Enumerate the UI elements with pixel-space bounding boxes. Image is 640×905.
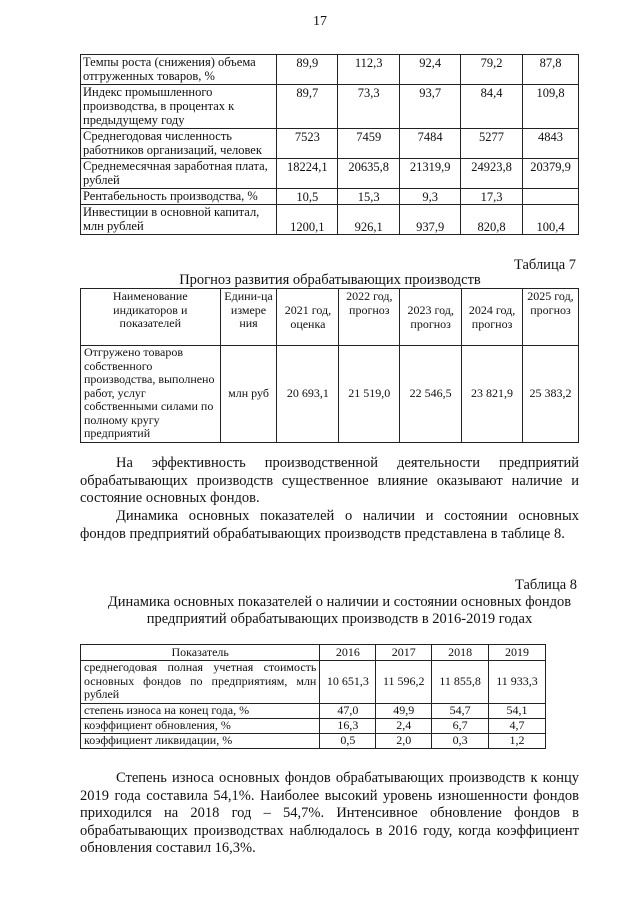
table-row [81,734,546,749]
cell-value: 18224,1 [277,159,338,189]
cell-value: 87,8 [523,55,579,85]
cell-value: 23 821,9 [462,346,523,443]
cell-value: 2,0 [376,734,432,749]
cell-value: 22 546,5 [400,346,462,443]
cell-value: 7484 [400,129,461,159]
table-row [81,205,579,235]
cell-value: 937,9 [400,205,461,235]
unit-cell: млн руб [220,346,277,443]
row-label: Среднемесячная заработная плата, рублей [81,159,277,189]
table-row [81,661,546,704]
cell-value: 84,4 [461,85,523,129]
cell-value: 0,5 [320,734,376,749]
cell-value [523,189,579,205]
cell-value: 47,0 [320,704,376,719]
row-label: среднегодовая полная учетная стоимость основных фондов по предприятиям, млн рублей [81,661,320,704]
cell-value: 1,2 [489,734,546,749]
cell-value: 89,9 [277,55,338,85]
column-header: 2019 [489,645,546,661]
column-header: 2016 [320,645,376,661]
column-header: 2023 год, прогноз [400,289,462,346]
row-label: степень износа на конец года, % [81,704,320,719]
cell-value: 926,1 [338,205,400,235]
column-header: Едини-ца измере ния [220,289,277,346]
cell-value: 73,3 [338,85,400,129]
table-row [81,719,546,734]
paragraph: На эффективность производственной деятельности предприятий обрабатывающих производств существенное влияние оказывают наличие и состояние основных фондов. [80,455,579,506]
cell-value: 0,3 [432,734,489,749]
paragraph: Динамика основных показателей о наличии и состоянии основных фондов предприятий обрабатывающих производств представлена в таблице 8. [80,508,579,542]
cell-value: 2,4 [376,719,432,734]
column-header: 2022 год, прогноз [339,289,400,346]
cell-value: 54,1 [489,704,546,719]
row-label: Среднегодовая численность работников организаций, человек [81,129,277,159]
table-header-row [81,289,579,346]
cell-value: 24923,8 [461,159,523,189]
cell-value: 17,3 [461,189,523,205]
column-header: 2017 [376,645,432,661]
column-header: 2024 год, прогноз [462,289,523,346]
table-row [81,704,546,719]
cell-value: 92,4 [400,55,461,85]
cell-value: 21 519,0 [339,346,400,443]
row-label: Отгружено товаров собственного производства, выполнено работ, услуг собственными силами по полному кругу предприятий [81,346,221,443]
row-label: коэффициент ликвидации, % [81,734,320,749]
cell-value: 10,5 [277,189,338,205]
cell-value: 54,7 [432,704,489,719]
row-label: Инвестиции в основной капитал, млн рублей [81,205,277,235]
table-8-title: Динамика основных показателей о наличии и состоянии основных фондов предприятий обрабатывающих производств в 2016-2019 годах [107,594,572,627]
table-row [81,346,579,443]
economic-indicators-table [80,54,579,235]
cell-value: 11 933,3 [489,661,546,704]
cell-value: 7459 [338,129,400,159]
cell-value: 11 855,8 [432,661,489,704]
cell-value: 9,3 [400,189,461,205]
page-number: 17 [313,14,327,29]
column-header: Наименование индикаторов и показателей [81,289,221,346]
cell-value: 5277 [461,129,523,159]
cell-value: 4843 [523,129,579,159]
table-row [81,129,579,159]
row-label: Индекс промышленного производства, в процентах к предыдущему году [81,85,277,129]
cell-value: 7523 [277,129,338,159]
cell-value: 25 383,2 [523,346,579,443]
column-header: 2021 год, оценка [277,289,339,346]
table-row [81,159,579,189]
production-forecast-table [80,288,579,443]
column-header: Показатель [81,645,320,661]
cell-value: 89,7 [277,85,338,129]
cell-value: 21319,9 [400,159,461,189]
cell-value: 20379,9 [523,159,579,189]
cell-value: 112,3 [338,55,400,85]
table-7-title: Прогноз развития обрабатывающих производств [179,272,481,288]
row-label: Рентабельность производства, % [81,189,277,205]
column-header: 2025 год, прогноз [523,289,579,346]
cell-value: 6,7 [432,719,489,734]
cell-value: 79,2 [461,55,523,85]
table-row [81,189,579,205]
cell-value: 4,7 [489,719,546,734]
table-row [81,85,579,129]
cell-value: 15,3 [338,189,400,205]
cell-value: 16,3 [320,719,376,734]
cell-value: 820,8 [461,205,523,235]
table-8-caption: Таблица 8 [515,577,578,593]
cell-value: 93,7 [400,85,461,129]
cell-value: 20 693,1 [277,346,339,443]
cell-value: 10 651,3 [320,661,376,704]
table-header-row [81,645,546,661]
row-label: Темпы роста (снижения) объема отгруженных товаров, % [81,55,277,85]
cell-value: 109,8 [523,85,579,129]
cell-value: 11 596,2 [376,661,432,704]
cell-value: 49,9 [376,704,432,719]
cell-value: 100,4 [523,205,579,235]
table-row [81,55,579,85]
paragraph: Степень износа основных фондов обрабатывающих производств к концу 2019 года составила 54,1%. Наиболее высокий уровень изношенности фондов приходился на 2018 год – 54,7%. Интенсивное обновление фондов в обрабатывающих производствах наблюдалось в 2016 году, когда коэффициент обновления составил 16,3%. [80,770,579,856]
column-header: 2018 [432,645,489,661]
cell-value: 1200,1 [277,205,338,235]
cell-value: 20635,8 [338,159,400,189]
row-label: коэффициент обновления, % [81,719,320,734]
table-7-caption: Таблица 7 [514,257,577,273]
fixed-assets-table [80,644,546,749]
